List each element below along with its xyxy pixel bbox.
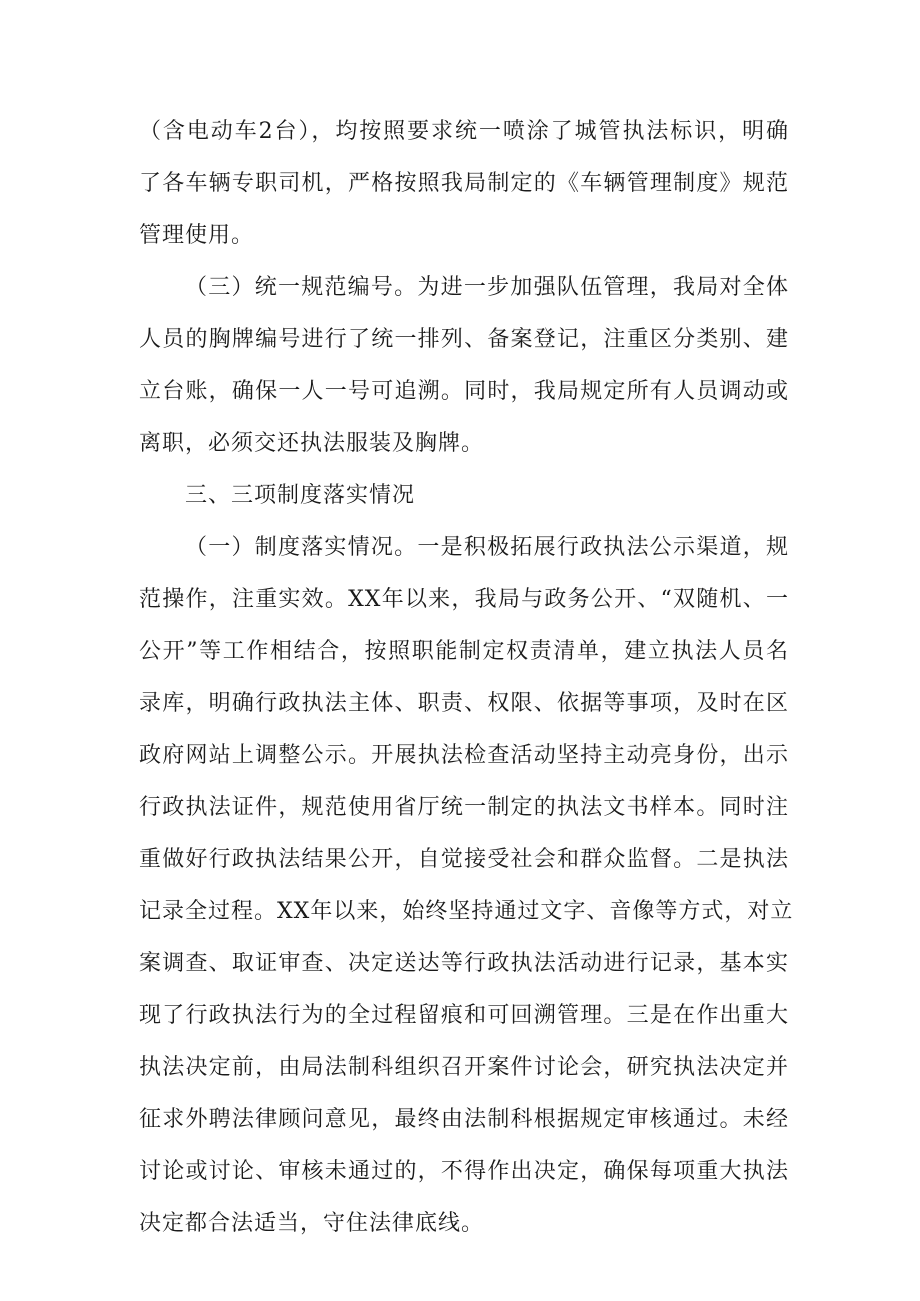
text-line: 行政执法证件，规范使用省厅统一制定的执法文书样本。同时注	[139, 795, 789, 820]
text-line: 人员的胸牌编号进行了统一排列、备案登记，注重区分类别、建	[139, 327, 789, 352]
text-line: 记录全过程。XX年以来，始终坚持通过文字、音像等方式，对立	[139, 899, 794, 924]
text-line: 公开”等工作相结合，按照职能制定权责清单，建立执法人员名	[139, 639, 789, 664]
text-line: 管理使用。	[139, 223, 255, 248]
text-line: 离职，必须交还执法服装及胸牌。	[139, 431, 485, 456]
section-heading: 三、三项制度落实情况	[185, 483, 416, 508]
text-line: 范操作，注重实效。XX年以来，我局与政务公开、“双随机、一	[139, 587, 789, 612]
text-line: （含电动车2台），均按照要求统一喷涂了城管执法标识，明确	[139, 119, 789, 144]
text-line: 决定都合法适当，守住法律底线。	[139, 1211, 485, 1236]
text-line: 现了行政执法行为的全过程留痕和可回溯管理。三是在作出重大	[139, 1003, 789, 1028]
text-line: 了各车辆专职司机，严格按照我局制定的《车辆管理制度》规范	[139, 171, 789, 196]
text-line: 征求外聘法律顾问意见，最终由法制科根据规定审核通过。未经	[139, 1107, 789, 1132]
text-line: 执法决定前，由局法制科组织召开案件讨论会，研究执法决定并	[139, 1055, 789, 1080]
text-line: 讨论或讨论、审核未通过的，不得作出决定，确保每项重大执法	[139, 1159, 789, 1184]
paragraph-heading-line: （三）统一规范编号。为进一步加强队伍管理，我局对全体	[185, 275, 789, 300]
text-line: 录库，明确行政执法主体、职责、权限、依据等事项，及时在区	[139, 691, 789, 716]
text-line: 案调查、取证审查、决定送达等行政执法活动进行记录，基本实	[139, 951, 789, 976]
text-line: 政府网站上调整公示。开展执法检查活动坚持主动亮身份，出示	[139, 743, 789, 768]
text-line: 立台账，确保一人一号可追溯。同时，我局规定所有人员调动或	[139, 379, 789, 404]
text-line: 重做好行政执法结果公开，自觉接受社会和群众监督。二是执法	[139, 847, 789, 872]
paragraph-heading-line: （一）制度落实情况。一是积极拓展行政执法公示渠道，规	[185, 535, 789, 560]
